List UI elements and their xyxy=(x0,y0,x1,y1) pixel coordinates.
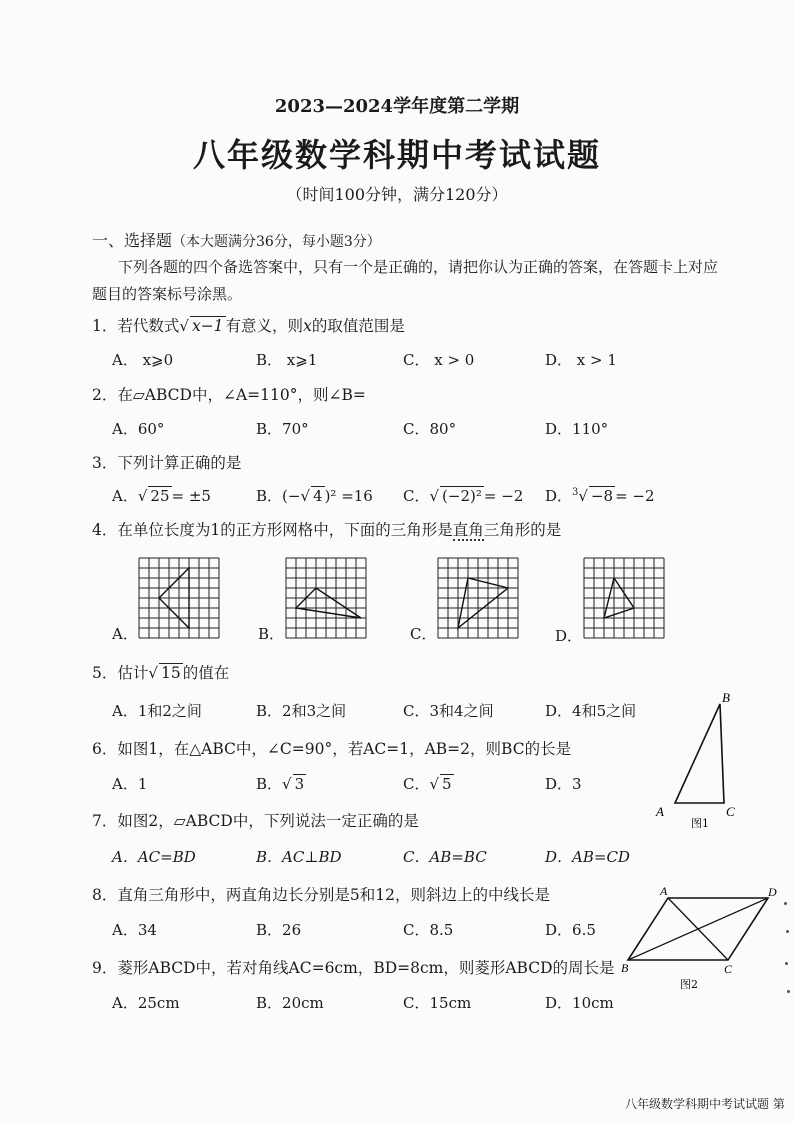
option-text: = −2 xyxy=(483,487,524,505)
exam-title: 八年级数学科期中考试试题 xyxy=(192,136,601,174)
question-8 xyxy=(92,883,550,905)
question-text: 如图1，在△ABC中，∠C=90°，若AC=1，AB=2，则BC的长是 xyxy=(117,740,572,758)
question-number: 1． xyxy=(92,317,118,335)
question-text: 如图2，▱ABCD中，下列说法一定正确的是 xyxy=(117,812,419,830)
question-text: 估计 xyxy=(117,664,149,682)
section-title: 一、选择题 xyxy=(92,231,173,250)
radicand: x−1 xyxy=(191,317,224,335)
q7-option-c: C．AB=BC xyxy=(403,848,487,866)
exam-subtitle: （时间100分钟，满分120分） xyxy=(286,185,508,204)
option-label: B． xyxy=(256,775,283,793)
scan-speck xyxy=(785,962,788,965)
label-c: C xyxy=(724,962,733,976)
question-number: 3． xyxy=(92,454,118,472)
variable: x xyxy=(303,317,312,335)
section-note: （本大题满分36分，每小题3分） xyxy=(172,234,381,250)
question-1 xyxy=(92,314,405,336)
q8-option-a: A．34 xyxy=(112,921,157,939)
question-3 xyxy=(92,451,241,473)
triangle-c xyxy=(458,578,508,628)
question-number: 2． xyxy=(92,386,118,404)
radical-sign: √ xyxy=(148,664,158,682)
question-text: 直角三角形中，两直角边长分别是5和12，则斜边上的中线长是 xyxy=(117,886,550,904)
question-number: 9． xyxy=(92,959,118,977)
question-text: 有意义，则 xyxy=(225,317,304,335)
label-b: B xyxy=(621,961,629,975)
q4-option-b: B． xyxy=(258,625,285,643)
grid-a xyxy=(138,557,220,639)
question-number: 7． xyxy=(92,812,118,830)
option-label: D． xyxy=(545,487,573,505)
question-number: 5． xyxy=(92,664,118,682)
label-a: A xyxy=(656,804,664,819)
option-text: )² =16 xyxy=(324,487,373,505)
question-number: 8． xyxy=(92,886,118,904)
option-label: C． xyxy=(403,775,430,793)
question-text: 三角形的是 xyxy=(483,521,562,539)
q9-option-c: C．15cm xyxy=(403,994,472,1012)
q6-option-d: D．3 xyxy=(545,775,582,793)
radicand: (−2)² xyxy=(442,487,482,505)
q3-option-c xyxy=(403,485,523,506)
scan-speck xyxy=(786,930,789,933)
question-4 xyxy=(92,518,561,540)
q4-option-d: D． xyxy=(555,627,583,645)
q2-option-b: B．70° xyxy=(256,420,309,438)
instruction-line-2: 题目的答案标号涂黑。 xyxy=(92,285,243,303)
scan-speck xyxy=(787,990,790,993)
radicand: 3 xyxy=(294,775,305,793)
q5-option-d: D．4和5之间 xyxy=(545,702,637,720)
radical-sign: √ xyxy=(137,487,148,505)
semester-line: 2023—2024学年度第二学期 xyxy=(274,96,520,117)
radical-sign: √ xyxy=(578,487,588,505)
grid-c xyxy=(437,557,519,639)
radicand: 4 xyxy=(313,487,323,505)
q1-option-b: B． x⩾1 xyxy=(256,351,318,369)
question-text: 在单位长度为1的正方形网格中，下面的三角形是 xyxy=(117,521,453,539)
radical-sign: √ xyxy=(300,487,311,505)
question-text: 的值在 xyxy=(182,664,230,682)
q6-option-a: A．1 xyxy=(112,775,148,793)
section-heading xyxy=(92,228,381,251)
q6-option-c xyxy=(403,773,454,794)
q3-option-b xyxy=(256,485,373,506)
grid-b xyxy=(285,557,367,639)
question-5 xyxy=(92,661,229,683)
q5-option-b: B．2和3之间 xyxy=(256,702,347,720)
q1-option-a: A． x⩾0 xyxy=(112,351,174,369)
q8-option-b: B．26 xyxy=(256,921,302,939)
question-2 xyxy=(92,383,366,405)
question-text: 若代数式 xyxy=(117,317,180,335)
q2-option-a: A．60° xyxy=(112,420,165,438)
option-text: = −2 xyxy=(615,487,655,505)
grid-lines xyxy=(438,558,518,638)
q5-option-a: A．1和2之间 xyxy=(112,702,202,720)
q1-option-d: D． x > 1 xyxy=(545,351,617,369)
radicand: 25 xyxy=(150,487,170,505)
label-d: D xyxy=(768,885,777,899)
radical-sign: √ xyxy=(179,317,189,335)
figure-1-triangle xyxy=(648,688,748,830)
question-7 xyxy=(92,809,419,831)
question-text: 下列计算正确的是 xyxy=(117,454,242,472)
q9-option-b: B．20cm xyxy=(256,994,324,1012)
q2-option-d: D．110° xyxy=(545,420,609,438)
option-label: C． xyxy=(403,487,430,505)
radicand: 5 xyxy=(442,775,452,793)
figure-1-caption: 图1 xyxy=(691,817,709,830)
question-text: 在▱ABCD中，∠A=110°，则∠B= xyxy=(117,386,366,404)
q7-option-b: B．AC⊥BD xyxy=(256,848,342,866)
figure-2-parallelogram xyxy=(618,884,788,994)
q9-option-d: D．10cm xyxy=(545,994,614,1012)
option-label: A． xyxy=(112,487,138,505)
label-b: B xyxy=(722,690,730,705)
scan-speck xyxy=(784,902,787,905)
q8-option-d: D．6.5 xyxy=(545,921,596,939)
grid-lines xyxy=(139,558,219,638)
q2-option-c: C．80° xyxy=(403,420,457,438)
grid-d xyxy=(583,557,665,639)
label-a: A xyxy=(660,884,668,898)
question-9 xyxy=(92,956,615,978)
radicand: −8 xyxy=(590,487,614,505)
radical-sign: √ xyxy=(429,775,440,793)
q9-option-a: A．25cm xyxy=(112,994,180,1012)
radical-sign: √ xyxy=(282,775,292,793)
emphasized-text: 直角 xyxy=(452,521,484,539)
diagonal-bd xyxy=(628,898,768,960)
q3-option-d xyxy=(545,485,655,506)
grid-lines xyxy=(286,558,366,638)
q6-option-b xyxy=(256,773,306,794)
figure-2-caption: 图2 xyxy=(680,978,698,991)
question-number: 4． xyxy=(92,521,118,539)
q7-option-a: A．AC=BD xyxy=(112,848,196,866)
triangle-abc xyxy=(675,704,724,803)
q8-option-c: C．8.5 xyxy=(403,921,454,939)
root-index: 3 xyxy=(572,487,579,498)
radicand: 15 xyxy=(160,664,181,682)
grid-lines xyxy=(584,558,664,638)
label-c: C xyxy=(726,804,735,819)
q4-option-c: C． xyxy=(410,625,437,643)
question-text: 的取值范围是 xyxy=(311,317,405,335)
question-6 xyxy=(92,737,571,759)
q7-option-d: D．AB=CD xyxy=(545,848,630,866)
q3-option-a xyxy=(112,485,211,506)
q1-option-c: C． x > 0 xyxy=(403,351,475,369)
instruction-line-1: 下列各题的四个备选答案中，只有一个是正确的，请把你认为正确的答案，在答题卡上对应 xyxy=(118,258,719,276)
question-text: 菱形ABCD中，若对角线AC=6cm，BD=8cm，则菱形ABCD的周长是 xyxy=(117,959,615,977)
option-label: B．(− xyxy=(256,487,301,505)
option-text: = ±5 xyxy=(171,487,211,505)
q5-option-c: C．3和4之间 xyxy=(403,702,494,720)
q4-option-a: A． xyxy=(112,625,138,643)
question-number: 6． xyxy=(92,740,118,758)
radical-sign: √ xyxy=(429,487,440,505)
page-footer: 八年级数学科期中考试试题 第 xyxy=(625,1097,785,1111)
